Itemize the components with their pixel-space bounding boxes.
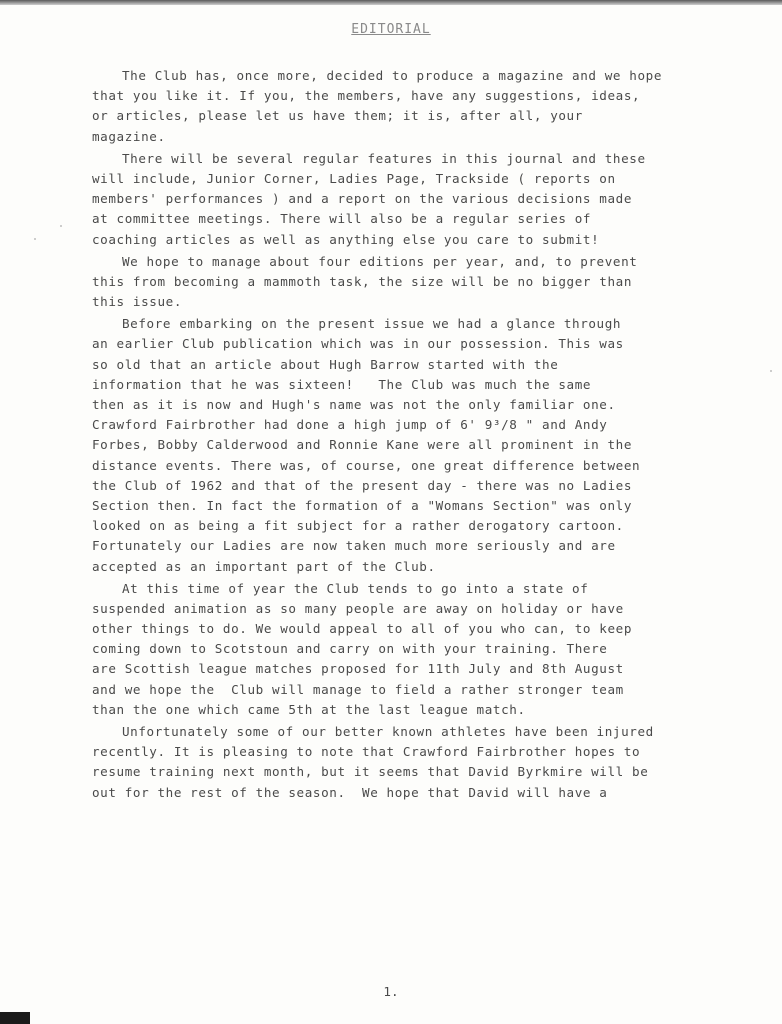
text-line: We hope to manage about four editions per year, and, to prevent bbox=[122, 253, 638, 269]
text-line: At this time of year the Club tends to go into a state of bbox=[122, 580, 589, 596]
text-line: other things to do. We would appeal to all of you who can, to keep bbox=[92, 621, 633, 637]
paragraph-gap bbox=[92, 803, 732, 805]
text-line: are Scottish league matches proposed for 11th July and 8th August bbox=[92, 661, 624, 677]
text-line: this from becoming a mammoth task, the size will be no bigger than bbox=[92, 273, 633, 289]
text-line: so old that an article about Hugh Barrow started with the bbox=[92, 356, 559, 372]
text-line: than the one which came 5th at the last league match. bbox=[92, 701, 526, 717]
text-line: The Club has, once more, decided to produce a magazine and we hope bbox=[122, 68, 663, 83]
editorial-body bbox=[92, 66, 732, 805]
text-line: then as it is now and Hugh's name was not the only familiar one. bbox=[92, 397, 616, 412]
text-line: distance events. There was, of course, one great difference between bbox=[92, 457, 641, 473]
scan-speck bbox=[34, 238, 36, 240]
text-line: coming down to Scotstoun and carry on with your training. There bbox=[92, 641, 608, 657]
text-line: the Club of 1962 and that of the present day - there was no Ladies bbox=[92, 477, 633, 493]
paragraph bbox=[92, 314, 732, 576]
scan-speck bbox=[60, 225, 62, 227]
text-line: at committee meetings. There will also be a regular series of bbox=[92, 211, 592, 227]
page-title: EDITORIAL bbox=[351, 22, 431, 37]
text-line: an earlier Club publication which was in our possession. This was bbox=[92, 336, 624, 352]
text-line: There will be several regular features in this journal and these bbox=[122, 150, 646, 166]
text-line: magazine. bbox=[92, 128, 166, 144]
scan-speck bbox=[770, 370, 772, 372]
text-line: or articles, please let us have them; it is, after all, your bbox=[92, 108, 583, 124]
text-line: suspended animation as so many people are away on holiday or have bbox=[92, 600, 624, 616]
top-edge-rule bbox=[0, 0, 782, 5]
text-line: Section then. In fact the formation of a "Womans Section" was only bbox=[92, 497, 633, 513]
text-line: Unfortunately some of our better known athletes have been injured bbox=[122, 724, 654, 739]
text-line: information that he was sixteen! The Club was much the same bbox=[92, 376, 592, 392]
paragraph bbox=[92, 252, 732, 313]
scan-corner-mark bbox=[0, 1012, 30, 1024]
paragraph bbox=[92, 149, 732, 250]
text-line: out for the rest of the season. We hope that David will have a bbox=[92, 784, 608, 800]
text-line: will include, Junior Corner, Ladies Page, Trackside ( reports on bbox=[92, 170, 616, 186]
text-line: accepted as an important part of the Club. bbox=[92, 558, 436, 574]
paragraph bbox=[92, 722, 732, 803]
text-line: that you like it. If you, the members, have any suggestions, ideas, bbox=[92, 88, 641, 104]
text-line: Crawford Fairbrother had done a high jump of 6' 9³/8 " and Andy bbox=[92, 417, 608, 433]
text-line: recently. It is pleasing to note that Crawford Fairbrother hopes to bbox=[92, 744, 641, 760]
text-line: and we hope the Club will manage to field a rather stronger team bbox=[92, 681, 624, 697]
text-line: resume training next month, but it seems that David Byrkmire will be bbox=[92, 764, 649, 780]
paragraph bbox=[92, 66, 732, 147]
text-line: this issue. bbox=[92, 294, 183, 310]
page-number: 1. bbox=[383, 984, 399, 999]
text-line: Before embarking on the present issue we had a glance through bbox=[122, 316, 622, 332]
paragraph bbox=[92, 579, 732, 720]
text-line: Forbes, Bobby Calderwood and Ronnie Kane were all prominent in the bbox=[92, 437, 633, 453]
text-line: Fortunately our Ladies are now taken much more seriously and are bbox=[92, 538, 616, 554]
text-line: looked on as being a fit subject for a rather derogatory cartoon. bbox=[92, 518, 624, 534]
text-line: members' performances ) and a report on the various decisions made bbox=[92, 191, 633, 207]
text-line: coaching articles as well as anything else you care to submit! bbox=[92, 231, 600, 247]
